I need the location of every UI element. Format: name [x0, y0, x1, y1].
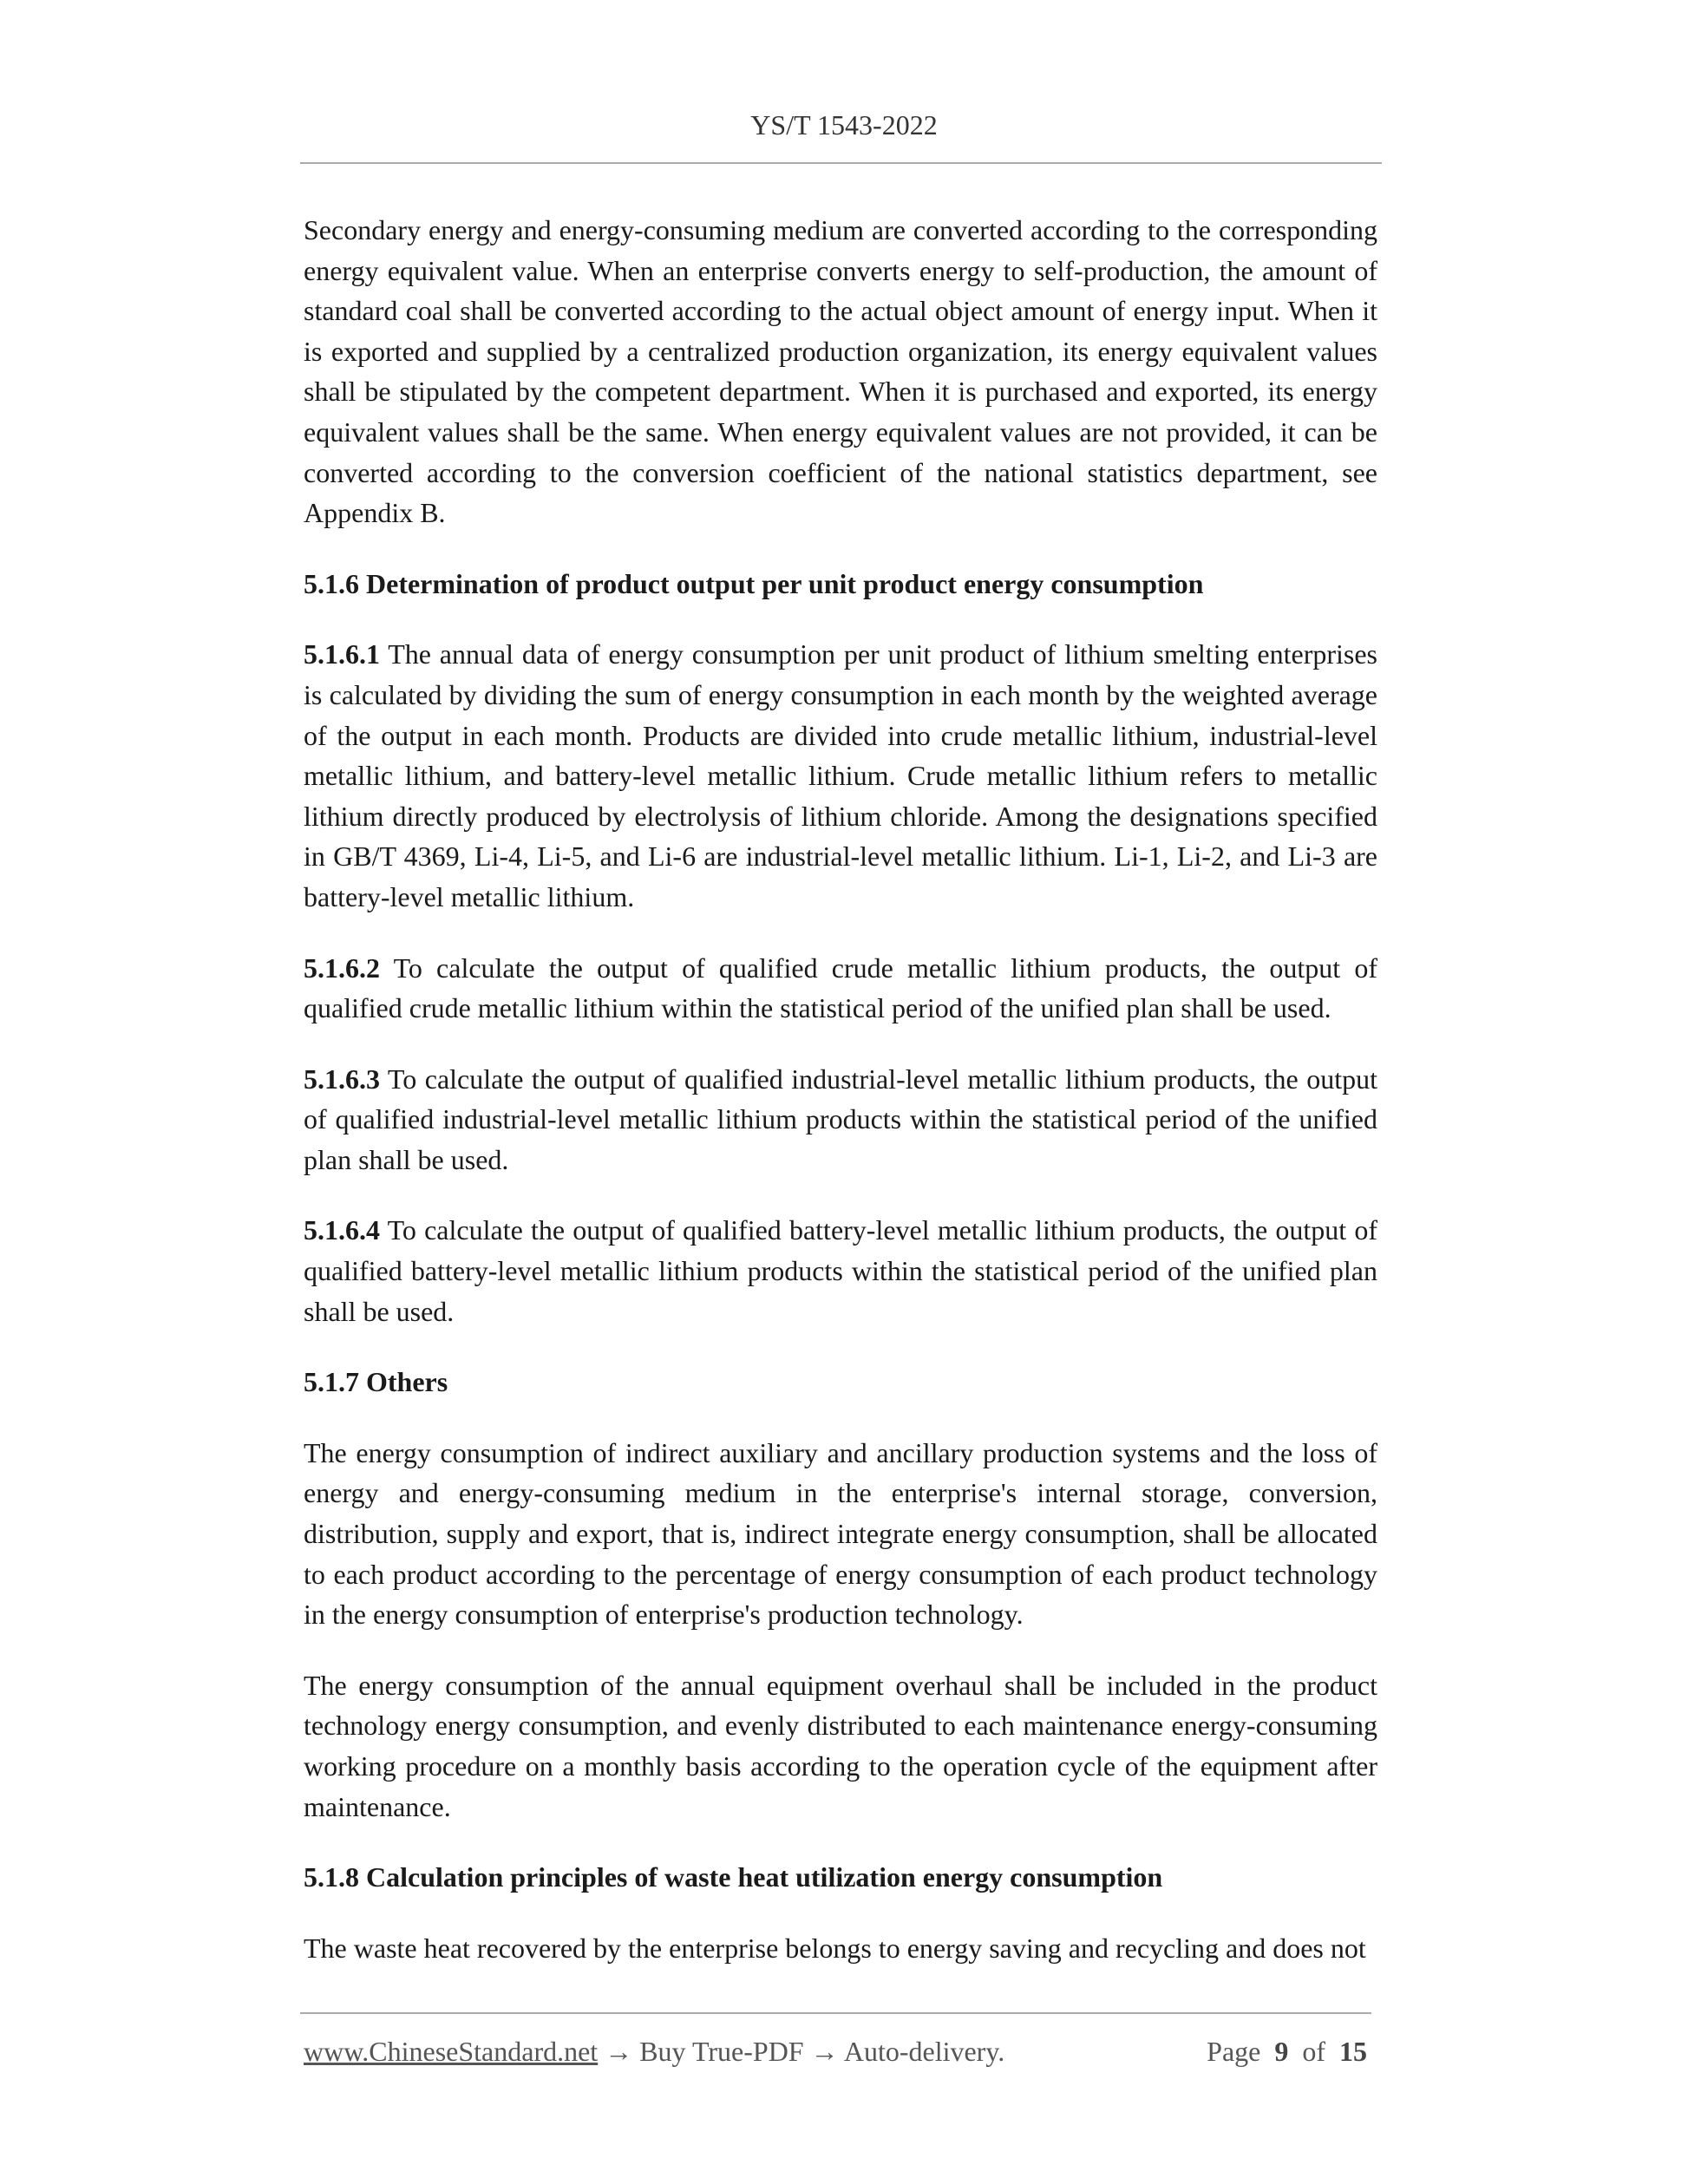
section-heading-5-1-7: 5.1.7 Others	[304, 1366, 448, 1398]
document-code-header: YS/T 1543-2022	[750, 109, 938, 141]
page-content	[304, 210, 1377, 1998]
others-paragraph-2: The energy consumption of the annual equipment overhaul shall be included in the product technology energy consumption, and evenly distributed to each maintenance energy-consuming working procedure on a monthly basis according to the operation cycle of the equipment after maintenance.	[304, 1669, 1377, 1822]
footer-divider	[300, 2012, 1371, 2014]
total-pages-number: 15	[1339, 2036, 1367, 2067]
clause-5-1-6-4	[304, 1210, 1377, 1331]
current-page-number: 9	[1274, 2036, 1289, 2067]
waste-heat-paragraph: The waste heat recovered by the enterprise belongs to energy saving and recycling and does not	[304, 1932, 1366, 1964]
clause-number: 5.1.6.4	[304, 1214, 380, 1246]
page-indicator	[1207, 2032, 1367, 2070]
clause-5-1-6-1	[304, 634, 1377, 917]
clause-text: The annual data of energy consumption per unit product of lithium smelting enterprises is calculated by dividing the sum of energy consumption in each month by the weighted average of the output in each month. Products are divided into crude metallic lithium, industrial-level metallic lithium, and battery-level metallic lithium. Crude metallic lithium refers to metallic lithium directly produced by electrolysis of lithium chloride. Among the designations specified in GB/T 4369, Li-4, Li-5, and Li-6 are industrial-level metallic lithium. Li-1, Li-2, and Li-3 are battery-level metallic lithium.	[304, 638, 1377, 912]
intro-paragraph: Secondary energy and energy-consuming medium are converted according to the corresponding energy equivalent value. When an enterprise converts energy to self-production, the amount of standard coal shall be converted according to the actual object amount of energy input. When it is exported and supplied by a centralized production organization, its energy equivalent values shall be stipulated by the competent department. When it is purchased and exported, its energy equivalent values shall be the same. When energy equivalent values are not provided, it can be converted according to the conversion coefficient of the national statistics department, see Appendix B.	[304, 214, 1377, 529]
page-label: Page	[1207, 2036, 1261, 2067]
others-paragraph-1: The energy consumption of indirect auxiliary and ancillary production systems and the loss of energy and energy-consuming medium in the enterprise's internal storage, conversion, distribution, supply and export, that is, indirect integrate energy consumption, shall be allocated to each product according to the percentage of energy consumption of each product technology in the energy consumption of enterprise's production technology.	[304, 1436, 1377, 1631]
clause-5-1-6-2	[304, 948, 1377, 1029]
header-divider	[300, 162, 1382, 164]
clause-number: 5.1.6.1	[304, 638, 380, 670]
footer-promo	[304, 2032, 1004, 2070]
clause-5-1-6-3	[304, 1059, 1377, 1180]
of-label: of	[1302, 2036, 1325, 2067]
section-heading-5-1-8: 5.1.8 Calculation principles of waste heat utilization energy consumption	[304, 1861, 1163, 1893]
clause-text: To calculate the output of qualified battery-level metallic lithium products, the output of qualified battery-level metallic lithium products within the statistical period of the unified plan shall be used.	[304, 1214, 1377, 1327]
clause-text: To calculate the output of qualified industrial-level metallic lithium products, the output of qualified industrial-level metallic lithium products within the statistical period of the unified plan shall be used.	[304, 1063, 1377, 1175]
page-footer	[304, 2032, 1367, 2070]
clause-text: To calculate the output of qualified crude metallic lithium products, the output of qualified crude metallic lithium within the statistical period of the unified plan shall be used.	[304, 951, 1377, 1024]
website-link[interactable]: www.ChineseStandard.net	[304, 2036, 599, 2067]
section-heading-5-1-6: 5.1.6 Determination of product output per unit product energy consumption	[304, 567, 1204, 599]
clause-number: 5.1.6.3	[304, 1063, 380, 1095]
footer-tagline: → Buy True-PDF → Auto-delivery.	[598, 2036, 1005, 2067]
clause-number: 5.1.6.2	[304, 951, 380, 984]
